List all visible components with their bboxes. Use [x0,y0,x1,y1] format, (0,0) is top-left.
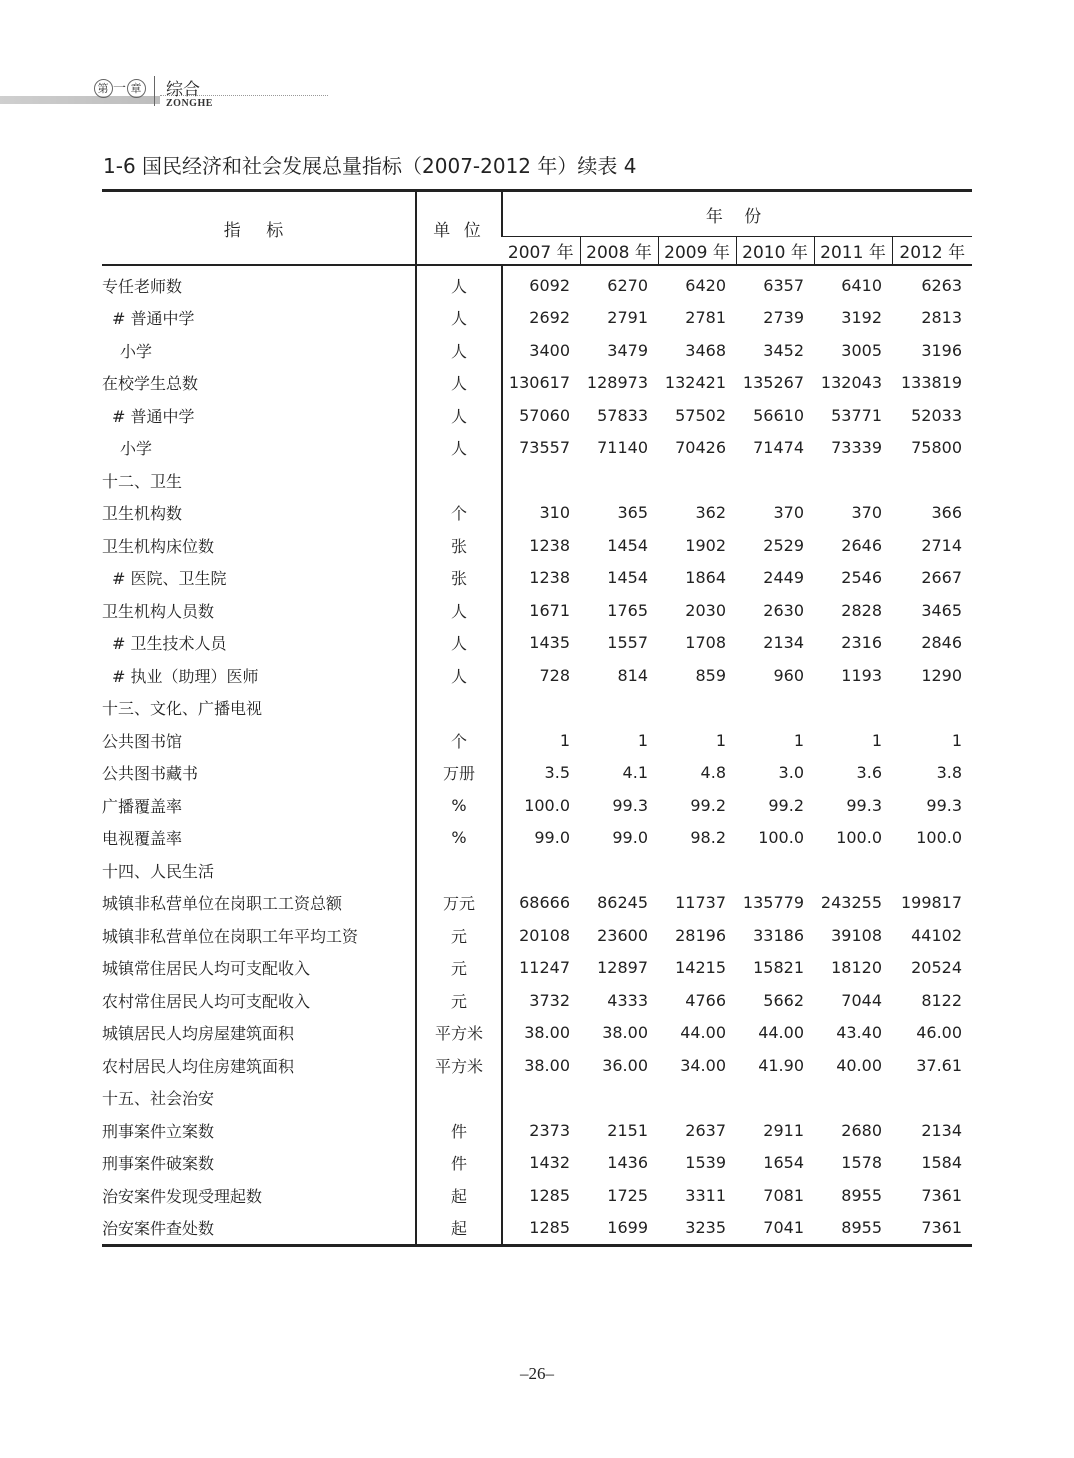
row-value [736,464,814,497]
row-value: 3196 [921,340,963,360]
row-indicator: 刑事案件立案数 [102,1121,215,1141]
row-unit: 人 [416,659,502,692]
row-indicator: # 卫生技术人员 [112,634,227,654]
row-indicator: 专任老师数 [102,276,183,296]
row-value: 1584 [921,1153,963,1173]
table-row [102,367,972,400]
row-value: 1671 [502,594,580,627]
table-row [102,399,972,432]
row-value: 1435 [502,627,580,660]
row-value: 960 [773,665,804,685]
table-row [102,265,972,302]
row-value: 3452 [763,340,804,360]
row-unit: 张 [416,562,502,595]
row-value: 2828 [841,600,882,620]
row-indicator: 治安案件查处数 [102,1212,416,1246]
row-value: 2030 [685,600,726,620]
row-value: 86245 [597,893,648,913]
row-unit: 人 [416,334,502,367]
header-year: 2011 年 [814,237,892,266]
row-value: 99.3 [612,795,648,815]
table-row [102,1114,972,1147]
row-value: 7081 [763,1185,804,1205]
table-row [102,432,972,465]
table-row [102,984,972,1017]
row-value: 100.0 [916,828,963,848]
chapter-badge-char: 一 [113,81,128,96]
row-value [502,464,580,497]
header-indicator: 指 标 [102,191,416,266]
row-value: 4766 [685,990,726,1010]
row-value: 28196 [675,925,726,945]
table-row [102,1049,972,1082]
row-unit: 人 [416,594,502,627]
row-value [814,1082,892,1115]
row-value [580,464,658,497]
row-value: 2449 [763,568,804,588]
row-indicator: 广播覆盖率 [102,796,183,816]
row-value: 98.2 [690,828,726,848]
row-value: 1 [637,730,648,750]
row-unit: 元 [416,952,502,985]
row-value: 135779 [742,893,804,913]
row-value: 2637 [685,1120,726,1140]
row-value: 57502 [675,405,726,425]
table-row [102,529,972,562]
row-value: 4.8 [700,763,726,783]
row-value: 2134 [763,633,804,653]
header-year: 2008 年 [580,237,658,266]
row-value: 75800 [911,438,963,458]
row-value: 3468 [685,340,726,360]
table-title: 1-6 国民经济和社会发展总量指标（2007-2012 年）续表 4 [103,154,637,178]
row-unit [416,1082,502,1115]
row-value: 132421 [664,373,726,393]
row-value: 3192 [841,308,882,328]
row-value: 1699 [580,1212,658,1246]
table-row [102,887,972,920]
row-value: 12897 [597,958,648,978]
row-value: 11737 [675,893,726,913]
row-indicator: 治安案件发现受理起数 [102,1186,263,1206]
row-value: 11247 [502,952,580,985]
page-number: –26– [520,1364,554,1383]
row-value: 1285 [502,1179,580,1212]
row-unit: 个 [416,724,502,757]
row-unit [416,692,502,725]
row-value [736,1082,814,1115]
row-value: 57833 [597,405,648,425]
table-row [102,692,972,725]
table-row [102,789,972,822]
row-value: 99.2 [768,795,804,815]
row-value: 38.00 [502,1017,580,1050]
row-value: 7361 [892,1212,972,1246]
row-indicator: 公共图书馆 [102,731,183,751]
row-value: 1238 [502,562,580,595]
row-value: 1578 [841,1153,882,1173]
row-value: 41.90 [758,1055,804,1075]
row-value: 310 [502,497,580,530]
table-row [102,334,972,367]
row-value: 1285 [502,1212,580,1246]
row-value: 2630 [763,600,804,620]
row-indicator: 城镇非私营单位在岗职工工资总额 [102,894,343,914]
row-value: 2151 [607,1120,648,1140]
row-value: 2781 [685,308,726,328]
row-value: 8955 [814,1212,892,1246]
row-value: 1725 [607,1185,648,1205]
row-value: 370 [773,503,804,523]
row-value: 2813 [921,308,963,328]
row-value: 8955 [841,1185,882,1205]
row-value [658,692,736,725]
row-indicator: 卫生机构人员数 [102,601,215,621]
row-value: 20524 [911,958,963,978]
row-value: 1557 [607,633,648,653]
row-value [658,1082,736,1115]
row-value: 128973 [586,373,648,393]
row-unit: 平方米 [416,1017,502,1050]
row-value: 362 [695,503,726,523]
row-value: 3.0 [778,763,804,783]
header-year: 2009 年 [658,237,736,266]
row-unit: 人 [416,627,502,660]
row-value: 7361 [921,1185,963,1205]
row-value: 7044 [841,990,882,1010]
row-value [502,692,580,725]
row-value: 6270 [607,275,648,295]
row-value: 365 [617,503,648,523]
row-value: 2546 [841,568,882,588]
row-value: 2791 [607,308,648,328]
row-value: 3.6 [856,763,882,783]
row-value: 3465 [921,600,963,620]
row-value: 70426 [675,438,726,458]
row-value: 46.00 [916,1023,963,1043]
table-row [102,724,972,757]
row-value: 100.0 [758,828,804,848]
row-value: 34.00 [680,1055,726,1075]
row-value: 3311 [685,1185,726,1205]
table-row [102,919,972,952]
row-value: 1708 [685,633,726,653]
table-row [102,659,972,692]
row-value: 2134 [921,1120,963,1140]
row-value: 100.0 [836,828,882,848]
row-unit: % [416,822,502,855]
row-value: 71474 [753,438,804,458]
row-value [502,854,580,887]
row-value: 6263 [921,275,963,295]
row-unit: 起 [416,1179,502,1212]
row-value: 3400 [502,334,580,367]
row-value: 1902 [685,535,726,555]
row-unit: 万册 [416,757,502,790]
row-indicator: # 普通中学 [112,309,195,329]
row-value: 100.0 [502,789,580,822]
row-value [736,692,814,725]
table-row [102,562,972,595]
row-indicator: 城镇非私营单位在岗职工年平均工资 [102,926,359,946]
row-unit [416,854,502,887]
row-value: 2680 [841,1120,882,1140]
table-row [102,627,972,660]
row-unit: 张 [416,529,502,562]
row-value [892,1082,972,1115]
row-indicator: 十四、人民生活 [102,861,215,881]
row-indicator: 十二、卫生 [102,471,183,491]
row-value [580,854,658,887]
row-indicator: 农村常住居民人均可支配收入 [102,991,311,1011]
table-row [102,594,972,627]
row-indicator: 卫生机构数 [102,504,183,524]
row-unit: 平方米 [416,1049,502,1082]
row-value: 1 [951,730,963,750]
row-unit [416,464,502,497]
row-value: 4333 [607,990,648,1010]
row-value: 73557 [502,432,580,465]
row-value: 1193 [841,665,882,685]
row-value: 43.40 [836,1023,882,1043]
row-value: 3005 [841,340,882,360]
table-row [102,1179,972,1212]
header-year: 2012 年 [892,237,972,266]
row-value: 2667 [921,568,963,588]
row-value: 135267 [742,373,804,393]
row-value: 14215 [675,958,726,978]
table-row [102,464,972,497]
row-value: 53771 [831,405,882,425]
row-indicator: 十五、社会治安 [102,1089,215,1109]
statistics-table [102,189,972,1247]
table-row [102,302,972,335]
row-value [814,692,892,725]
row-value: 4.1 [622,763,648,783]
row-value: 20108 [502,919,580,952]
row-value: 133819 [900,373,963,393]
row-value: 2714 [921,535,963,555]
row-value: 6410 [841,275,882,295]
row-value [502,1082,580,1115]
row-value [892,692,972,725]
table-row [102,854,972,887]
row-value [658,464,736,497]
row-indicator: 刑事案件破案数 [102,1154,215,1174]
row-value: 38.00 [502,1049,580,1082]
row-unit: 人 [416,367,502,400]
row-value: 1436 [607,1153,648,1173]
row-value: 68666 [502,887,580,920]
row-value: 1290 [921,665,963,685]
row-value: 5662 [763,990,804,1010]
row-value [736,854,814,887]
row-value: 6357 [763,275,804,295]
header-year: 2010 年 [736,237,814,266]
header-year: 2007 年 [502,237,580,266]
chapter-badge [94,77,146,98]
row-value [892,854,972,887]
row-value [658,854,736,887]
row-value: 40.00 [836,1055,882,1075]
row-value: 2316 [841,633,882,653]
chapter-badge-char: 章 [127,79,146,98]
row-unit: 件 [416,1147,502,1180]
row-unit: 万元 [416,887,502,920]
row-value [814,464,892,497]
row-value: 2846 [921,633,963,653]
row-value: 71140 [597,438,648,458]
row-value: 132043 [820,373,882,393]
row-value: 1 [715,730,726,750]
row-value: 728 [502,659,580,692]
row-value: 23600 [597,925,648,945]
row-value: 859 [695,665,726,685]
row-unit: 人 [416,399,502,432]
row-value: 1765 [607,600,648,620]
row-value [580,692,658,725]
table-row [102,1017,972,1050]
row-unit: 件 [416,1114,502,1147]
row-value: 2692 [502,302,580,335]
row-value: 18120 [831,958,882,978]
row-unit: 人 [416,432,502,465]
table-row [102,952,972,985]
row-unit: 元 [416,919,502,952]
row-value [892,464,972,497]
row-value: 3235 [658,1212,736,1246]
row-unit: % [416,789,502,822]
row-value: 56610 [753,405,804,425]
table-row [102,1147,972,1180]
row-unit: 元 [416,984,502,1017]
row-value: 8122 [921,990,963,1010]
row-indicator: # 医院、卫生院 [112,569,227,589]
row-value: 1654 [763,1153,804,1173]
row-value: 3732 [502,984,580,1017]
row-value: 44.00 [680,1023,726,1043]
row-value: 99.2 [690,795,726,815]
row-value [580,1082,658,1115]
table-row [102,1082,972,1115]
chapter-title: 综合 [166,80,200,100]
row-indicator: # 普通中学 [112,406,195,426]
row-value: 52033 [911,405,963,425]
row-value: 37.61 [916,1055,963,1075]
row-value: 370 [851,503,882,523]
row-value: 1 [793,730,804,750]
row-value: 44102 [911,925,963,945]
row-value: 1432 [502,1147,580,1180]
row-value: 99.3 [846,795,882,815]
row-value: 2911 [763,1120,804,1140]
header-unit: 单 位 [416,191,502,266]
row-value: 6420 [685,275,726,295]
row-value: 1539 [685,1153,726,1173]
header-year-group: 年 份 [502,191,972,237]
chapter-subtitle: ZONGHE [166,98,213,109]
row-value: 39108 [831,925,882,945]
row-value: 199817 [900,893,963,913]
row-value: 15821 [753,958,804,978]
row-indicator: 卫生机构床位数 [102,536,215,556]
row-value: 36.00 [602,1055,648,1075]
row-value: 1864 [685,568,726,588]
row-value: 366 [931,503,963,523]
row-value: 2373 [502,1114,580,1147]
row-indicator: 小学 [120,439,153,459]
row-value: 99.0 [502,822,580,855]
row-value: 2529 [763,535,804,555]
row-indicator: 小学 [120,341,153,361]
row-value: 1238 [502,529,580,562]
row-value: 33186 [753,925,804,945]
row-indicator: 在校学生总数 [102,374,199,394]
row-indicator: 公共图书藏书 [102,764,199,784]
row-value: 1 [502,724,580,757]
chapter-badge-char: 第 [94,79,113,98]
row-value: 243255 [820,893,882,913]
row-value: 99.3 [926,795,963,815]
row-indicator: 城镇常住居民人均可支配收入 [102,959,311,979]
table-row [102,497,972,530]
row-unit: 人 [416,265,502,302]
row-value: 3479 [607,340,648,360]
row-value: 1454 [607,535,648,555]
row-value: 73339 [831,438,882,458]
row-unit: 人 [416,302,502,335]
table-row [102,1212,972,1246]
row-value: 130617 [502,367,580,400]
row-indicator: # 执业（助理）医师 [112,666,259,686]
table-row [102,757,972,790]
row-value: 2739 [763,308,804,328]
row-indicator: 电视覆盖率 [102,829,183,849]
row-value: 3.5 [502,757,580,790]
table-row [102,822,972,855]
row-indicator: 农村居民人均住房建筑面积 [102,1056,295,1076]
row-value: 814 [617,665,648,685]
row-value: 1454 [607,568,648,588]
row-value: 7041 [736,1212,814,1246]
row-value: 99.0 [612,828,648,848]
row-indicator: 城镇居民人均房屋建筑面积 [102,1024,295,1044]
row-value: 57060 [502,399,580,432]
row-value: 38.00 [602,1023,648,1043]
row-unit: 个 [416,497,502,530]
row-value: 6092 [502,265,580,302]
row-value: 44.00 [758,1023,804,1043]
row-value: 1 [871,730,882,750]
row-unit: 起 [416,1212,502,1246]
header-separator [154,76,155,106]
row-value: 2646 [841,535,882,555]
row-indicator: 十三、文化、广播电视 [102,699,263,719]
row-value: 3.8 [936,763,963,783]
row-value [814,854,892,887]
